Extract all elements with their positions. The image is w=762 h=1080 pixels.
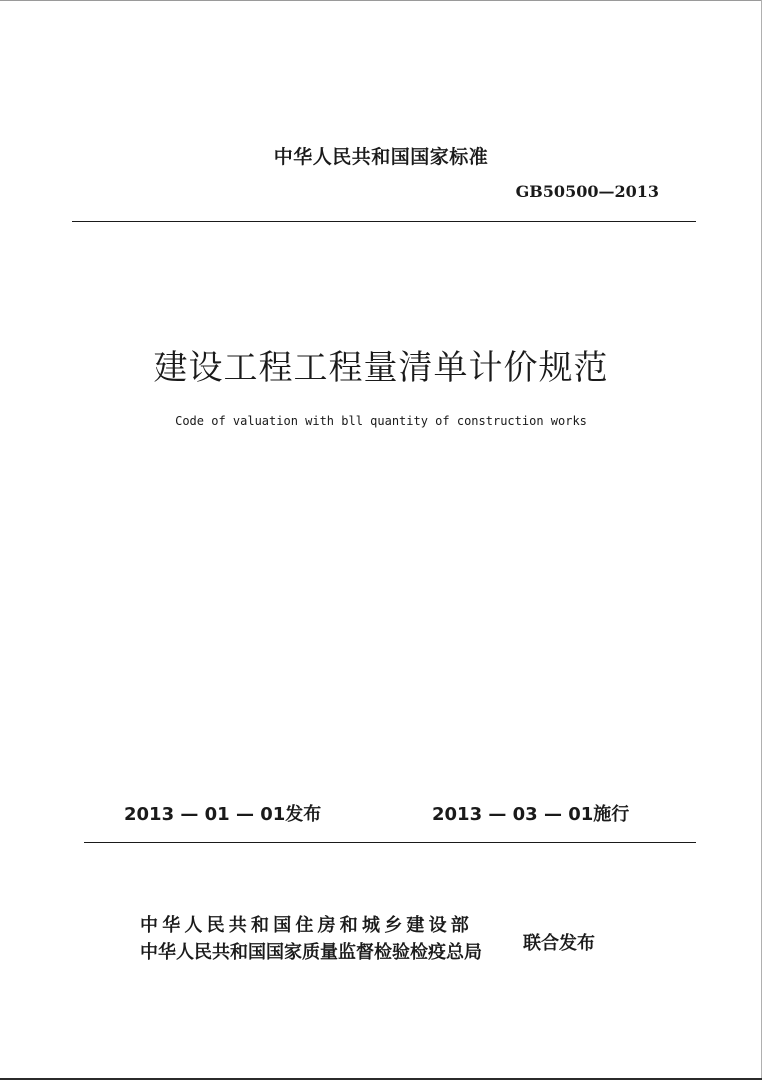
standard-code: GB50500—2013	[515, 182, 659, 201]
effective-date: 2013 — 03 — 01施行	[432, 804, 630, 825]
issuer-quality-supervision: 中华人民共和国国家质量监督检验检疫总局	[140, 942, 482, 963]
national-standard-heading: 中华人民共和国国家标准	[273, 146, 489, 168]
bottom-divider	[84, 842, 696, 843]
issuer-ministry-housing: 中华人民共和国住房和城乡建设部	[140, 915, 473, 936]
document-title: 建设工程工程量清单计价规范	[153, 348, 609, 388]
document-english-title: Code of valuation with bll quantity of construction works	[175, 414, 587, 428]
issue-date: 2013 — 01 — 01发布	[124, 804, 322, 825]
joint-release-label: 联合发布	[523, 933, 595, 954]
page-border-top	[0, 0, 762, 1]
issuing-authorities	[140, 912, 482, 966]
top-divider	[72, 221, 696, 222]
